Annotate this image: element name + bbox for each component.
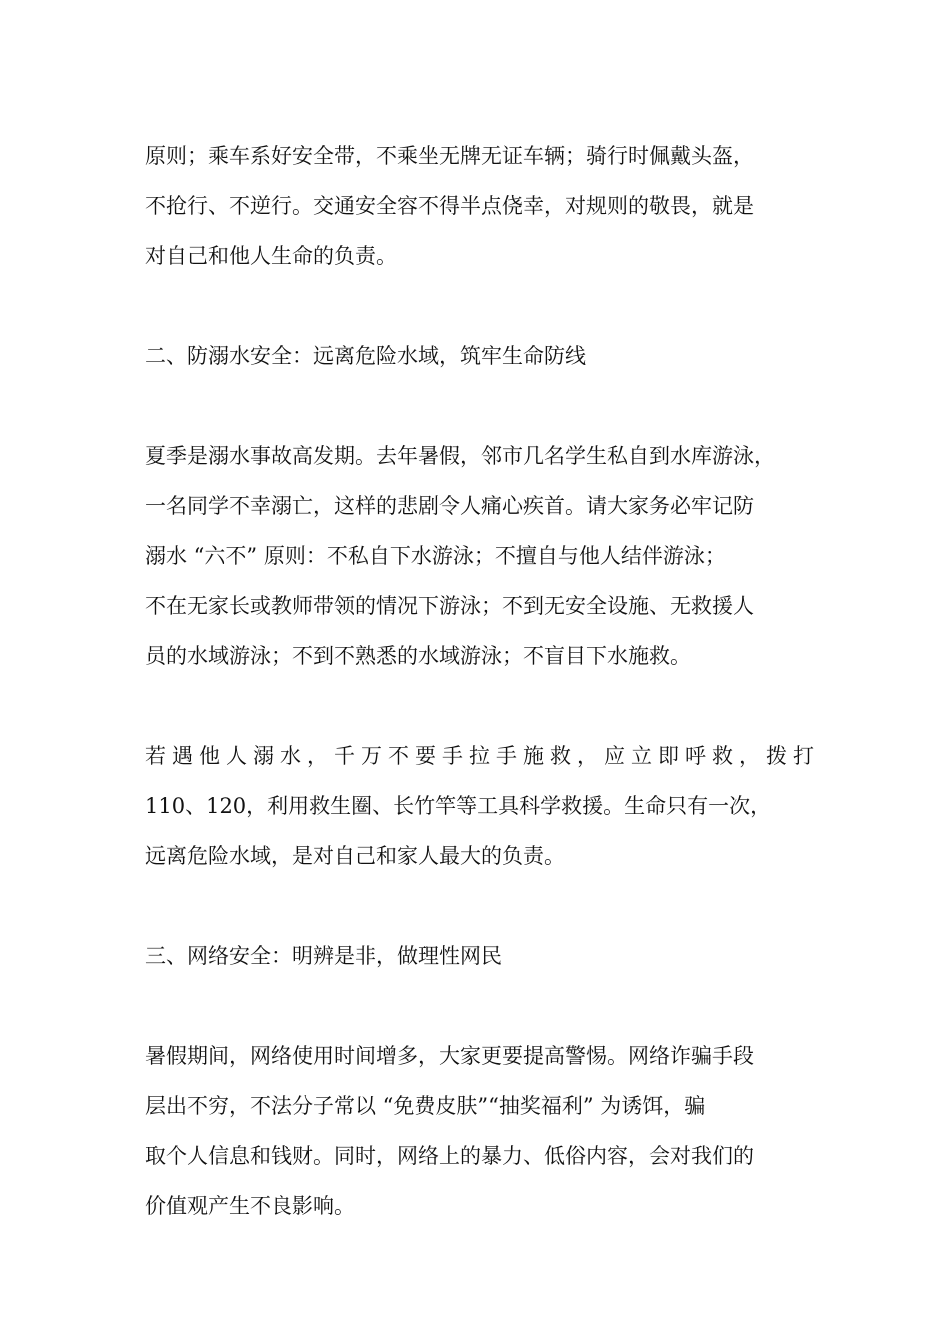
paragraph-rescue <box>145 731 820 881</box>
paragraph-drowning-rules <box>145 431 805 681</box>
text-line: 不在无家长或教师带领的情况下游泳；不到无安全设施、无救援人 <box>145 594 754 618</box>
paragraph-traffic-rules <box>145 131 805 281</box>
paragraph-spacer <box>145 981 805 1031</box>
text-line: 夏季是溺水事故高发期。去年暑假，邻市几名学生私自到水库游泳， <box>145 444 775 468</box>
text-line: 员的水域游泳；不到不熟悉的水域游泳；不盲目下水施救。 <box>145 644 691 668</box>
paragraph-internet-safety <box>145 1031 805 1231</box>
text-line: 一名同学不幸溺亡，这样的悲剧令人痛心疾首。请大家务必牢记防 <box>145 494 754 518</box>
section-heading-drowning <box>145 331 805 381</box>
paragraph-spacer <box>145 281 805 331</box>
text-line: 取个人信息和钱财。同时，网络上的暴力、低俗内容，会对我们的 <box>145 1144 754 1168</box>
paragraph-spacer <box>145 881 805 931</box>
document-body <box>145 131 820 1231</box>
text-line: 价值观产生不良影响。 <box>145 1194 355 1218</box>
text-line: 110、120，利用救生圈、长竹竿等工具科学救援。生命只有一次， <box>145 794 772 818</box>
text-line: 若遇他人溺水，千万不要手拉手施救，应立即呼救，拨打 <box>145 744 820 768</box>
text-line: 对自己和他人生命的负责。 <box>145 244 397 268</box>
paragraph-spacer <box>145 681 805 731</box>
text-line: 不抢行、不逆行。交通安全容不得半点侥幸，对规则的敬畏，就是 <box>145 194 754 218</box>
text-line: 暑假期间，网络使用时间增多，大家更要提高警惕。网络诈骗手段 <box>145 1044 754 1068</box>
text-line: 原则；乘车系好安全带，不乘坐无牌无证车辆；骑行时佩戴头盔， <box>145 144 754 168</box>
paragraph-spacer <box>145 381 805 431</box>
section-heading-internet <box>145 931 805 981</box>
heading-text: 二、防溺水安全：远离危险水域，筑牢生命防线 <box>145 344 586 368</box>
text-line: 远离危险水域，是对自己和家人最大的负责。 <box>145 844 565 868</box>
text-line: 溺水 “六不” 原则：不私自下水游泳；不擅自与他人结伴游泳； <box>145 544 726 568</box>
text-line: 层出不穷，不法分子常以 “免费皮肤”“抽奖福利” 为诱饵，骗 <box>145 1094 706 1118</box>
heading-text: 三、网络安全：明辨是非，做理性网民 <box>145 944 502 968</box>
